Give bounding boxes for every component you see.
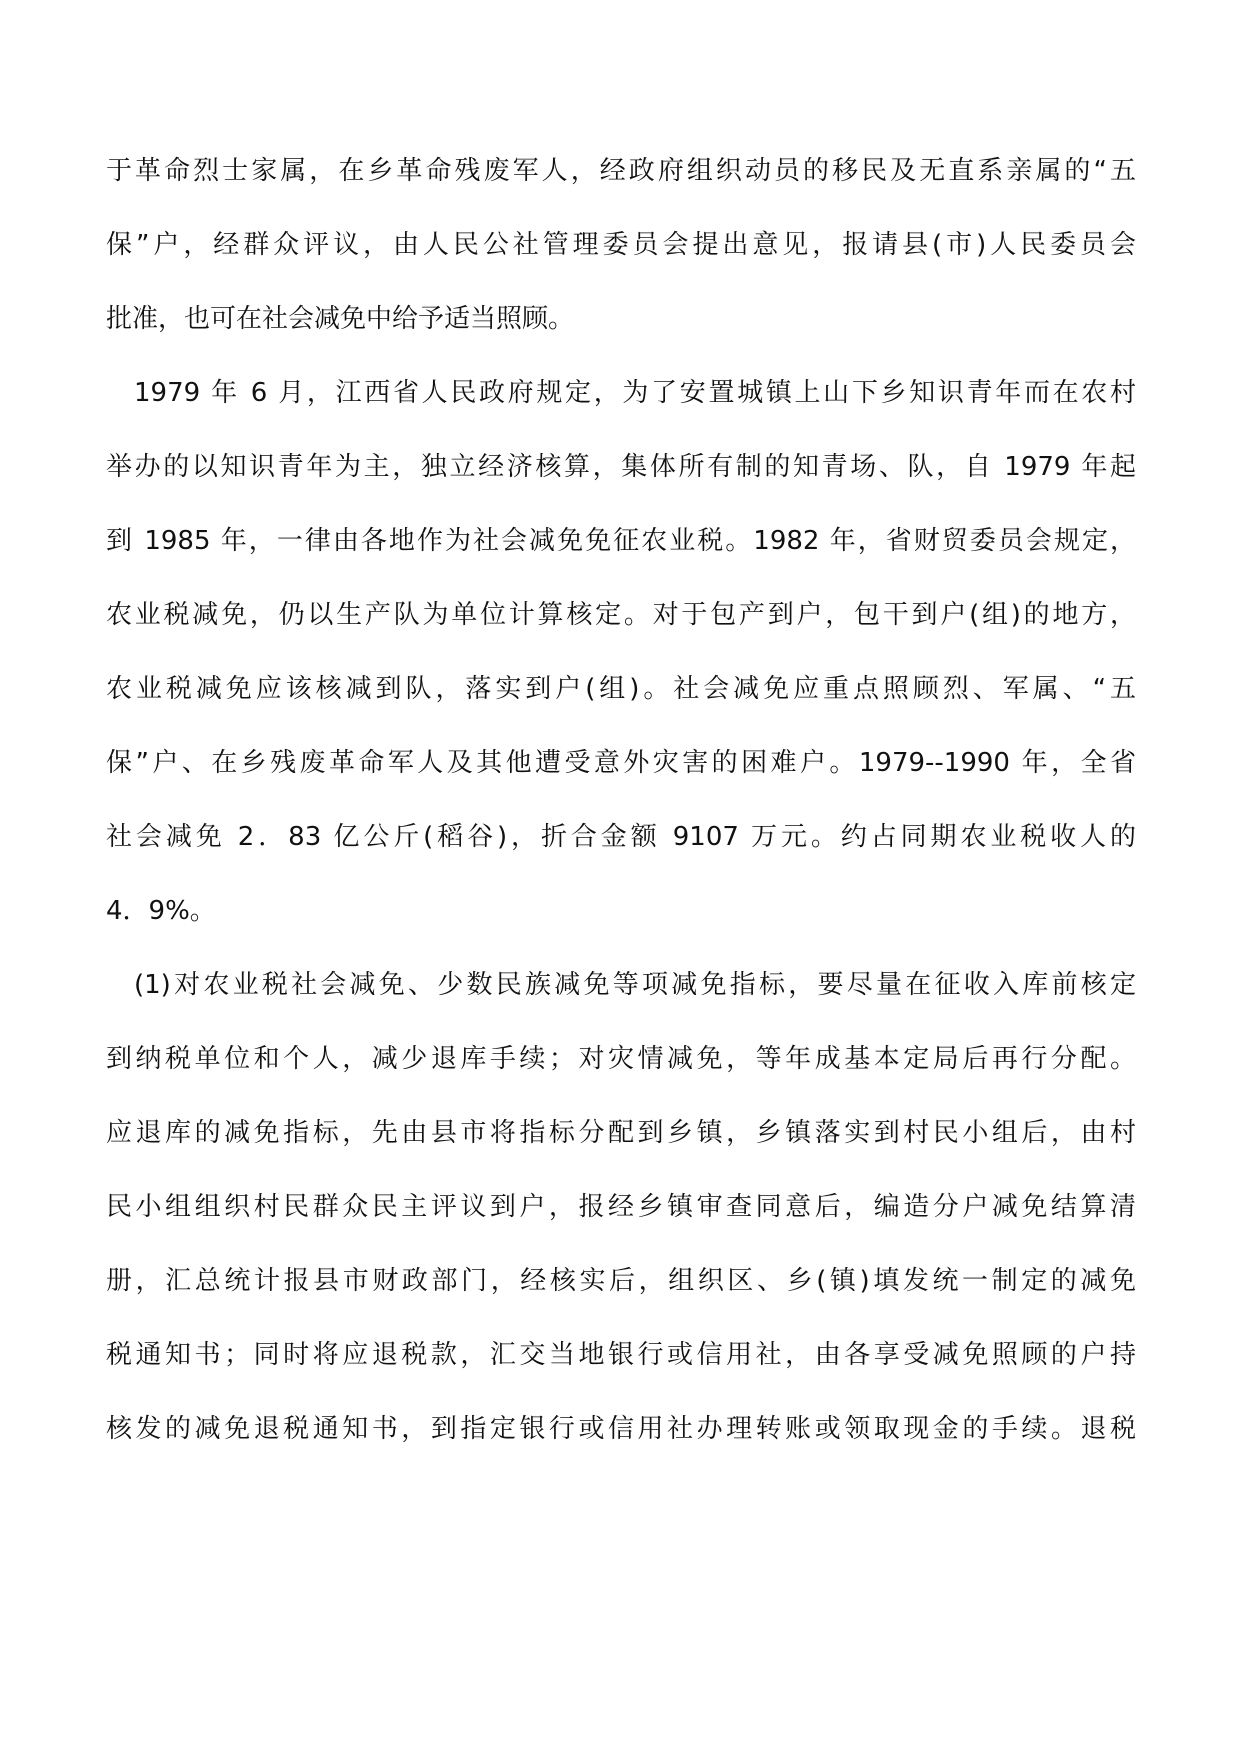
text-line: 保”户、在乡残废革命军人及其他遭受意外灾害的困难户。1979--1990 年，全省 [106, 748, 1136, 778]
text-line: 税通知书；同时将应退税款，汇交当地银行或信用社，由各享受减免照顾的户持 [106, 1340, 1136, 1370]
text-line: 到 1985 年，一律由各地作为社会减免免征农业税。1982 年，省财贸委员会规定， [106, 526, 1136, 556]
text-line: 应退库的减免指标，先由县市将指标分配到乡镇，乡镇落实到村民小组后，由村 [106, 1118, 1136, 1148]
text-line: 4．9%。 [106, 896, 216, 926]
text-line: 举办的以知识青年为主，独立经济核算，集体所有制的知青场、队，自 1979 年起 [106, 452, 1136, 482]
text-line: 保”户，经群众评议，由人民公社管理委员会提出意见，报请县(市)人民委员会 [106, 230, 1136, 260]
text-line: 社会减免 2．83 亿公斤(稻谷)，折合金额 9107 万元。约占同期农业税收人的 [106, 822, 1136, 852]
text-line: 批准，也可在社会减免中给予适当照顾。 [106, 304, 575, 334]
text-line: 于革命烈士家属，在乡革命残废军人，经政府组织动员的移民及无直系亲属的“五 [106, 156, 1136, 186]
text-line: 册，汇总统计报县市财政部门，经核实后，组织区、乡(镇)填发统一制定的减免 [106, 1266, 1136, 1296]
text-line: 核发的减免退税通知书，到指定银行或信用社办理转账或领取现金的手续。退税 [106, 1414, 1136, 1444]
text-line: 民小组组织村民群众民主评议到户，报经乡镇审查同意后，编造分户减免结算清 [106, 1192, 1136, 1222]
text-line: 农业税减免，仍以生产队为单位计算核定。对于包产到户，包干到户(组)的地方， [106, 600, 1136, 630]
text-line: 1979 年 6 月，江西省人民政府规定，为了安置城镇上山下乡知识青年而在农村 [134, 378, 1136, 408]
text-line: 农业税减免应该核减到队，落实到户(组)。社会减免应重点照顾烈、军属、“五 [106, 674, 1136, 704]
text-line: 到纳税单位和个人，减少退库手续；对灾情减免，等年成基本定局后再行分配。 [106, 1044, 1136, 1074]
text-line: (1)对农业税社会减免、少数民族减免等项减免指标，要尽量在征收入库前核定 [134, 970, 1136, 1000]
